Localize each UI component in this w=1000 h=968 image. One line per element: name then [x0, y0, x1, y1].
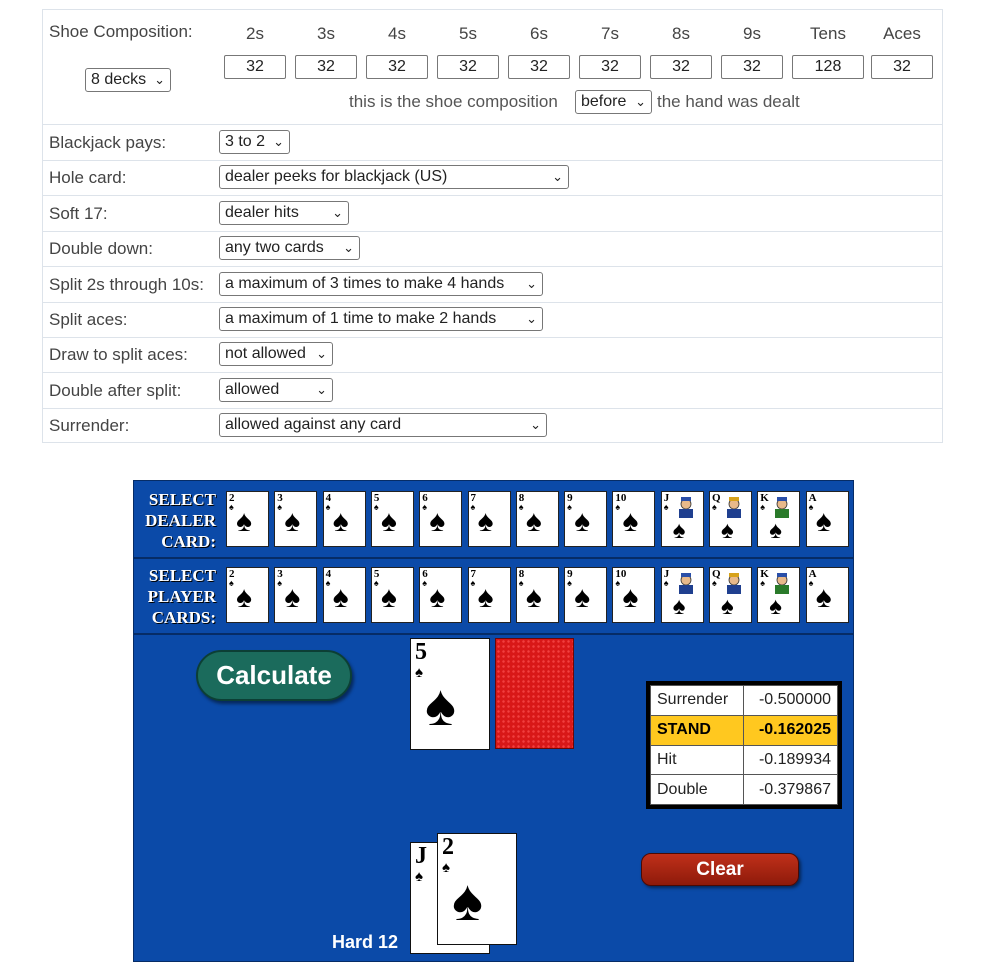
- card-rank: 10: [615, 568, 627, 580]
- rank-count-input[interactable]: 32: [579, 55, 641, 79]
- chevron-down-icon: ⌄: [273, 134, 284, 149]
- chevron-down-icon: ⌄: [316, 381, 327, 397]
- dealer-selector-label: [138, 489, 216, 552]
- deck-count-value: 8 decks: [91, 71, 147, 88]
- spade-icon: ♠: [574, 505, 591, 538]
- rank-count-input[interactable]: 32: [295, 55, 357, 79]
- rank-header: 4s: [388, 24, 406, 43]
- card-rank: J: [663, 568, 670, 580]
- shoe-composition-label: Shoe Composition:: [49, 22, 193, 41]
- rule-select-value: dealer peeks for blackjack (US): [225, 168, 448, 186]
- player-card-2[interactable]: [437, 833, 517, 945]
- card-rank: 6: [422, 568, 428, 580]
- spade-icon: ♠: [721, 517, 734, 544]
- dealer-label-line: SELECT: [148, 490, 216, 509]
- spade-icon: ♠: [672, 593, 686, 620]
- spade-icon: ♠: [815, 505, 832, 538]
- player-card-9[interactable]: [564, 567, 607, 623]
- rank-header: Aces: [883, 24, 921, 43]
- player-card-10[interactable]: [612, 567, 655, 623]
- rule-select-value: not allowed: [225, 345, 306, 363]
- player-card-rank: 2: [442, 834, 454, 860]
- player-card-5[interactable]: [371, 567, 414, 623]
- player-label-line: SELECT: [148, 566, 216, 585]
- dealer-card-7[interactable]: [468, 491, 511, 547]
- spade-icon: ♠: [452, 868, 483, 933]
- rule-select-value: 3 to 2: [225, 133, 266, 150]
- dealer-hole-card: [495, 638, 574, 749]
- rule-row: [43, 196, 942, 232]
- spade-icon: ♠: [332, 505, 349, 538]
- rule-row: [43, 267, 942, 303]
- spade-icon: ♠: [470, 578, 476, 588]
- card-rank: 2: [229, 568, 235, 580]
- dealer-card-j[interactable]: [661, 491, 704, 547]
- dealer-upcard[interactable]: [410, 638, 490, 750]
- spade-icon: ♠: [622, 505, 639, 538]
- spade-icon: ♠: [615, 578, 621, 588]
- chevron-down-icon: ⌄: [526, 311, 537, 326]
- spade-icon: ♠: [574, 581, 591, 614]
- chevron-down-icon: ⌄: [552, 169, 563, 185]
- dealer-card-6[interactable]: [419, 491, 462, 547]
- spade-icon: ♠: [525, 505, 542, 538]
- card-rank: A: [808, 568, 817, 580]
- card-rank: 4: [325, 492, 332, 504]
- rank-count-input[interactable]: 32: [437, 55, 499, 79]
- rule-row: [43, 125, 942, 161]
- ev-row: [651, 775, 838, 805]
- chevron-down-icon: ⌄: [154, 72, 165, 87]
- rank-header: 8s: [672, 24, 690, 43]
- rank-header: Tens: [810, 24, 846, 43]
- rank-count-input[interactable]: 32: [650, 55, 712, 79]
- card-rank: 6: [422, 492, 428, 504]
- spade-icon: ♠: [229, 578, 234, 588]
- dealer-card-10[interactable]: [612, 491, 655, 547]
- ev-value: -0.500000: [743, 686, 837, 716]
- ev-results-table: [646, 681, 842, 809]
- ev-value: -0.189934: [743, 745, 837, 775]
- card-rank: K: [760, 492, 769, 504]
- rank-count-input[interactable]: 32: [721, 55, 783, 79]
- ev-value: -0.379867: [743, 775, 837, 805]
- dealer-card-8[interactable]: [516, 491, 559, 547]
- card-rank: 5: [373, 568, 380, 580]
- chevron-down-icon: ⌄: [343, 240, 354, 256]
- chevron-down-icon: ⌄: [332, 204, 343, 220]
- player-card-k[interactable]: [757, 567, 800, 623]
- chevron-down-icon: ⌄: [316, 346, 327, 362]
- dealer-card-9[interactable]: [564, 491, 607, 547]
- spade-icon: ♠: [236, 505, 252, 538]
- rank-header: 7s: [601, 24, 619, 43]
- spade-icon: ♠: [229, 502, 234, 512]
- rule-select[interactable]: [219, 378, 333, 402]
- rank-header: 6s: [530, 24, 548, 43]
- ev-row: [651, 686, 838, 716]
- ev-action: STAND: [651, 715, 744, 745]
- rule-select[interactable]: [219, 272, 543, 296]
- card-rank: 7: [470, 568, 476, 580]
- ev-row: [651, 715, 838, 745]
- player-card-4[interactable]: [323, 567, 366, 623]
- dealer-card-a[interactable]: [806, 491, 849, 547]
- rule-label: Split 2s through 10s:: [49, 274, 204, 294]
- card-rank: 10: [615, 492, 627, 504]
- spade-icon: ♠: [422, 578, 427, 588]
- player-label-line: CARDS:: [151, 608, 216, 627]
- spade-icon: ♠: [277, 578, 283, 588]
- rule-label: Split aces:: [49, 310, 128, 329]
- player-card-6[interactable]: [419, 567, 462, 623]
- player-card-selector: [134, 557, 853, 635]
- player-card-2[interactable]: [226, 567, 269, 623]
- player-card-rank: J: [415, 843, 427, 869]
- chevron-down-icon: ⌄: [530, 417, 541, 433]
- spade-icon: ♠: [380, 505, 397, 538]
- player-card-j[interactable]: [661, 567, 704, 623]
- spade-icon: ♠: [518, 578, 524, 588]
- dealer-card-k[interactable]: [757, 491, 800, 547]
- spade-icon: ♠: [236, 581, 252, 614]
- player-card-a[interactable]: [806, 567, 849, 623]
- spade-icon: ♠: [470, 502, 476, 512]
- rank-header: 3s: [317, 24, 335, 43]
- spade-icon: ♠: [415, 868, 423, 885]
- spade-icon: ♠: [518, 502, 524, 512]
- rule-select[interactable]: [219, 165, 569, 189]
- dealer-card-2[interactable]: [226, 491, 269, 547]
- spade-icon: ♠: [712, 578, 717, 588]
- spade-icon: ♠: [277, 502, 283, 512]
- rank-count-input[interactable]: 32: [366, 55, 428, 79]
- rule-select-value: a maximum of 1 time to make 2 hands: [225, 310, 497, 327]
- rule-row: [43, 160, 942, 196]
- rank-count-input[interactable]: 128: [792, 55, 864, 79]
- spade-icon: ♠: [429, 505, 446, 538]
- ev-value: -0.162025: [743, 715, 837, 745]
- rule-select[interactable]: [219, 236, 360, 260]
- rule-row: [43, 408, 942, 443]
- rule-select-value: allowed against any card: [225, 416, 402, 434]
- spade-icon: ♠: [567, 578, 572, 588]
- spade-icon: ♠: [525, 581, 542, 614]
- rule-label: Draw to split aces:: [49, 345, 188, 365]
- spade-icon: ♠: [615, 502, 621, 512]
- card-rank: 9: [567, 568, 573, 580]
- spade-icon: ♠: [425, 673, 456, 738]
- rule-select-value: a maximum of 3 times to make 4 hands: [225, 274, 505, 292]
- ev-action: Double: [651, 775, 744, 805]
- rule-row: [43, 337, 942, 373]
- shoe-note-prefix: this is the shoe composition: [349, 92, 558, 111]
- rule-select-value: any two cards: [225, 239, 324, 257]
- rule-select[interactable]: [219, 307, 543, 331]
- ev-action: Hit: [651, 745, 744, 775]
- spade-icon: ♠: [442, 859, 450, 876]
- rank-header: 5s: [459, 24, 477, 43]
- player-card-3[interactable]: [274, 567, 317, 623]
- calculate-button[interactable]: Calculate: [196, 650, 352, 701]
- card-rank: 8: [518, 568, 525, 580]
- rule-select[interactable]: [219, 342, 333, 366]
- spade-icon: ♠: [477, 505, 494, 538]
- card-rank: Q: [712, 568, 721, 580]
- rule-select[interactable]: [219, 130, 290, 154]
- card-rank: 8: [518, 492, 525, 504]
- rule-label: Double after split:: [49, 380, 182, 400]
- spade-icon: ♠: [380, 581, 397, 614]
- clear-button[interactable]: Clear: [641, 853, 799, 886]
- rule-select[interactable]: [219, 413, 547, 437]
- spade-icon: ♠: [721, 593, 734, 620]
- rule-select-value: dealer hits: [225, 203, 299, 221]
- card-rank: K: [760, 568, 769, 580]
- spade-icon: ♠: [429, 581, 446, 614]
- player-card-q[interactable]: [709, 567, 752, 623]
- chevron-down-icon: ⌄: [635, 94, 646, 109]
- card-rank: 4: [325, 568, 332, 580]
- rule-label: Double down:: [49, 239, 153, 259]
- spade-icon: ♠: [284, 581, 301, 614]
- spade-icon: ♠: [415, 664, 423, 681]
- rule-label: Blackjack pays:: [49, 133, 167, 152]
- spade-icon: ♠: [769, 517, 783, 544]
- shoe-composition-row: [43, 10, 942, 125]
- spade-icon: ♠: [325, 502, 331, 512]
- dealer-card-5[interactable]: [371, 491, 414, 547]
- rank-count-input[interactable]: 32: [871, 55, 933, 79]
- spade-icon: ♠: [325, 578, 331, 588]
- card-rank: Q: [712, 492, 721, 504]
- rule-select-value: allowed: [225, 380, 280, 398]
- spade-icon: ♠: [663, 578, 669, 588]
- player-card-7[interactable]: [468, 567, 511, 623]
- spade-icon: ♠: [622, 581, 639, 614]
- card-rank: 7: [470, 492, 476, 504]
- spade-icon: ♠: [808, 578, 814, 588]
- dealer-card-selector: [134, 481, 853, 559]
- player-card-8[interactable]: [516, 567, 559, 623]
- rules-settings-panel: [42, 9, 943, 443]
- player-label-line: PLAYER: [147, 587, 216, 606]
- spade-icon: ♠: [663, 502, 669, 512]
- rank-count-input[interactable]: 32: [508, 55, 570, 79]
- rule-row: [43, 373, 942, 409]
- spade-icon: ♠: [477, 581, 494, 614]
- ev-row: [651, 745, 838, 775]
- card-rank: 5: [373, 492, 380, 504]
- spade-icon: ♠: [567, 502, 572, 512]
- deck-count-select[interactable]: [85, 68, 171, 92]
- spade-icon: ♠: [332, 581, 349, 614]
- spade-icon: ♠: [760, 502, 766, 512]
- rank-count-input[interactable]: 32: [224, 55, 286, 79]
- ev-action: Surrender: [651, 686, 744, 716]
- rule-row: [43, 231, 942, 267]
- rule-label: Surrender:: [49, 416, 130, 436]
- card-rank: A: [808, 492, 817, 504]
- blackjack-calculator: [133, 480, 854, 962]
- rule-select[interactable]: [219, 201, 349, 225]
- rank-header: 2s: [246, 24, 264, 43]
- dealer-label-line: DEALER: [145, 511, 216, 530]
- dealer-card-q[interactable]: [709, 491, 752, 547]
- spade-icon: ♠: [284, 505, 301, 538]
- shoe-note-suffix: the hand was dealt: [657, 92, 800, 111]
- rule-label: Soft 17:: [49, 203, 108, 223]
- card-rank: 3: [277, 568, 283, 580]
- spade-icon: ♠: [760, 578, 766, 588]
- spade-icon: ♠: [422, 502, 427, 512]
- spade-icon: ♠: [815, 581, 832, 614]
- shoe-timing-select[interactable]: [575, 90, 652, 114]
- card-rank: 2: [229, 492, 235, 504]
- shoe-timing-value: before: [581, 93, 627, 110]
- spade-icon: ♠: [769, 593, 783, 620]
- player-selector-label: [138, 565, 216, 628]
- spade-icon: ♠: [373, 578, 379, 588]
- card-rank: 3: [277, 492, 283, 504]
- hand-total: Hard 12: [332, 932, 399, 952]
- spade-icon: ♠: [672, 517, 686, 544]
- rule-label: Hole card:: [49, 168, 127, 188]
- chevron-down-icon: ⌄: [526, 275, 537, 291]
- rank-header: 9s: [743, 24, 761, 43]
- dealer-upcard-rank: 5: [415, 639, 427, 665]
- spade-icon: ♠: [712, 502, 717, 512]
- dealer-card-3[interactable]: [274, 491, 317, 547]
- card-rank: J: [663, 492, 670, 504]
- rule-row: [43, 302, 942, 338]
- dealer-card-4[interactable]: [323, 491, 366, 547]
- card-rank: 9: [567, 492, 573, 504]
- spade-icon: ♠: [373, 502, 379, 512]
- spade-icon: ♠: [808, 502, 814, 512]
- dealer-label-line: CARD:: [161, 532, 216, 551]
